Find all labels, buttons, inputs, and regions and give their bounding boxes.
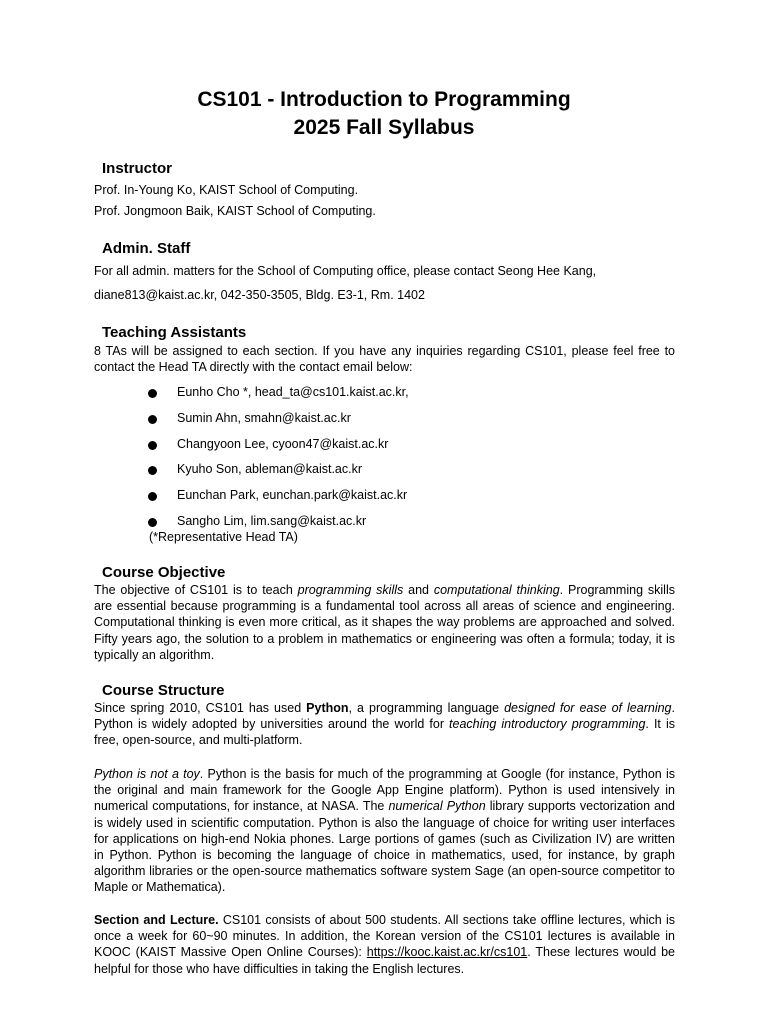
emphasis-text: computational thinking — [433, 583, 560, 597]
ta-list-item: Eunchan Park, eunchan.park@kaist.ac.kr — [177, 488, 408, 502]
bold-text: Python — [306, 701, 349, 715]
bullet-icon — [148, 492, 157, 501]
teaching-assistants-intro: 8 TAs will be assigned to each section. If you have any inquiries regarding CS101, please feel free to contact the Head TA directly with the contact email below: — [94, 344, 675, 375]
ta-list-item: Sangho Lim, lim.sang@kaist.ac.kr — [177, 514, 367, 528]
instructor-line: Prof. Jongmoon Baik, KAIST School of Computing. — [94, 204, 376, 218]
instructor-line: Prof. In-Young Ko, KAIST School of Computing. — [94, 183, 359, 197]
bullet-icon — [148, 466, 157, 475]
document-title-line1: CS101 - Introduction to Programming — [197, 88, 571, 111]
bullet-icon — [148, 415, 157, 424]
course-objective-paragraph: The objective of CS101 is to teach programming skills and computational thinking. Programming skills are essential because programming is a fundamental tool across all areas of science and engineering. Computational thinking is even more critical, as it shapes the way problems are approached and solved. Fifty years ago, the solution to a problem in mathematics or engineering was often a formula; today, it is typically an algorithm. — [94, 583, 675, 662]
admin-staff-heading: Admin. Staff — [102, 240, 191, 257]
ta-list-item: Kyuho Son, ableman@kaist.ac.kr — [177, 462, 363, 476]
admin-staff-contact: diane813@kaist.ac.kr, 042-350-3505, Bldg. E3-1, Rm. 1402 — [94, 288, 425, 302]
ta-list-item: Changyoon Lee, cyoon47@kaist.ac.kr — [177, 437, 389, 451]
kooc-link[interactable]: https://kooc.kaist.ac.kr/cs101 — [366, 945, 528, 960]
emphasis-text: numerical Python — [388, 799, 486, 814]
emphasis-text: Python is not a toy — [94, 767, 200, 781]
document-title-line2: 2025 Fall Syllabus — [293, 116, 475, 139]
ta-list-item: Eunho Cho *, head_ta@cs101.kaist.ac.kr, — [177, 385, 409, 399]
course-objective-heading: Course Objective — [102, 564, 226, 581]
course-structure-paragraph: Since spring 2010, CS101 has used Python, a programming language designed for ease of learning. Python is widely adopted by universities around the world for teaching introductory programming. It is free, open-source, and multi-platform. — [94, 701, 675, 748]
bullet-icon — [148, 389, 157, 398]
head-ta-footnote: (*Representative Head TA) — [149, 530, 298, 544]
section-and-lecture-paragraph: Section and Lecture. CS101 consists of about 500 students. All sections take offline lectures, which is once a week for 60~90 minutes. In addition, the Korean version of the CS101 lectures is available in KOOC (KAIST Massive Open Online Courses): https://kooc.kaist.ac.kr/cs101. These lectures would be helpful for those who have difficulties in taking the English lectures. — [94, 913, 675, 976]
admin-staff-line: For all admin. matters for the School of Computing office, please contact Seong Hee Kang, — [94, 264, 597, 278]
emphasis-text: designed for ease of learning — [504, 701, 672, 715]
bullet-icon — [148, 518, 157, 527]
teaching-assistants-heading: Teaching Assistants — [102, 324, 247, 341]
bullet-icon — [148, 441, 157, 450]
bold-text: Section and Lecture. — [94, 913, 219, 927]
instructor-heading: Instructor — [102, 160, 173, 177]
emphasis-text: teaching introductory programming — [449, 717, 646, 732]
course-structure-heading: Course Structure — [102, 682, 225, 699]
ta-list-item: Sumin Ahn, smahn@kaist.ac.kr — [177, 411, 351, 425]
python-not-a-toy-paragraph: Python is not a toy. Python is the basis for much of the programming at Google (for instance, Python is the original and main framework for the Google App Engine platform). Python is used intensively in numerical computations, for instance, at NASA. The numerical Python library supports vectorization and is widely used in scientific computation. Python is also the language of choice for writing user interfaces for applications on high-end Nokia phones. Large portions of games (such as Civilization IV) are written in Python. Python is becoming the language of choice in mathematics, used, for instance, by graph algorithm libraries or the open-source mathematics software system Sage (an open-source competitor to Maple or Mathematica). — [94, 767, 675, 895]
emphasis-text: programming skills — [297, 583, 404, 597]
